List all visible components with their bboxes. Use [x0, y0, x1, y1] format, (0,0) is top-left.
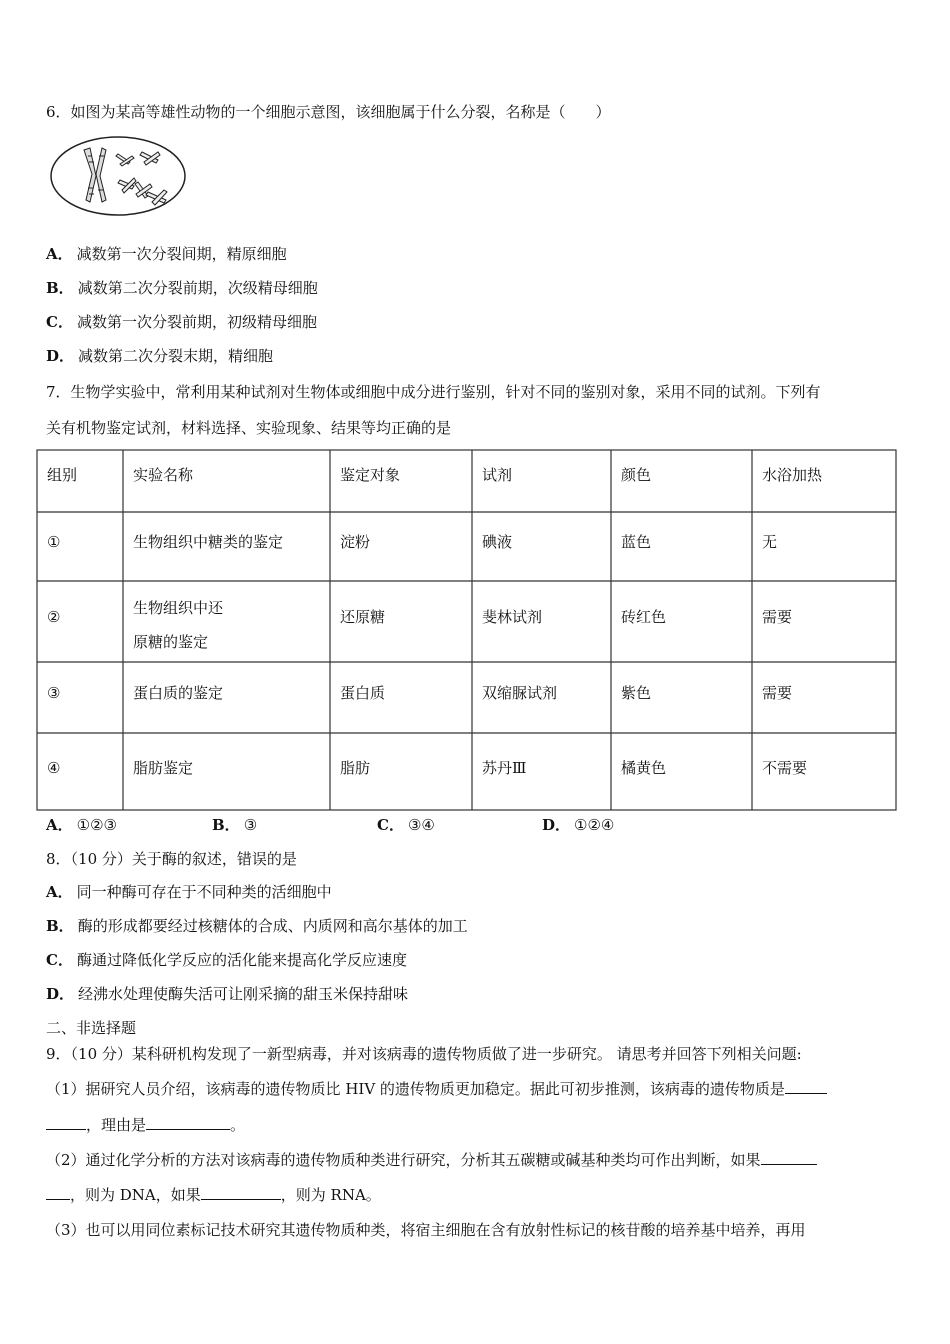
answer-blank[interactable]: [46, 1185, 70, 1200]
option-text: 同一种酶可存在于不同种类的活细胞中: [76, 883, 332, 901]
q8-option-c[interactable]: [46, 950, 407, 970]
q9-part2-rna: ，则为 RNA。: [280, 1186, 381, 1204]
table-cell: 脂肪: [340, 759, 371, 777]
table-header-group: 组别: [47, 466, 78, 484]
q8-option-a[interactable]: [46, 882, 332, 902]
table-cell: 淀粉: [340, 533, 371, 551]
q9-part1-reason: ，理由是: [86, 1116, 147, 1134]
option-text: 减数第一次分裂前期，初级精母细胞: [76, 313, 317, 331]
table-cell: 苏丹Ⅲ: [482, 759, 527, 777]
table-cell: 不需要: [762, 759, 808, 777]
q7-option-a[interactable]: [46, 815, 117, 835]
option-text: 酶通过降低化学反应的活化能来提高化学反应速度: [76, 951, 407, 969]
table-cell: 橘黄色: [621, 759, 667, 777]
table-cell: 还原糖: [340, 608, 386, 626]
option-label: A．: [46, 816, 73, 834]
table-cell: 生物组织中还 原糖的鉴定: [133, 599, 224, 651]
option-label: C．: [46, 951, 73, 969]
option-label: A．: [46, 245, 73, 263]
table-cell: 砖红色: [621, 608, 667, 626]
option-label: B．: [46, 279, 74, 297]
table-cell: 紫色: [621, 684, 652, 702]
q9-part3-line1: （3）也可以用同位素标记技术研究其遗传物质种类，将宿主细胞在含有放射性标记的核苷酸的培养基中培养，再用: [46, 1221, 806, 1239]
table-cell: ③: [47, 684, 61, 702]
q7-option-c[interactable]: [377, 815, 435, 835]
answer-blank[interactable]: [785, 1079, 827, 1094]
q6-option-a[interactable]: [46, 244, 287, 264]
q6-stem: 6．如图为某高等雄性动物的一个细胞示意图，该细胞属于什么分裂，名称是（ ）: [46, 103, 611, 121]
table-cell: 需要: [762, 684, 793, 702]
option-text: ③: [243, 816, 258, 834]
q7-stem-line2: 关有机物鉴定试剂，材料选择、实验现象、结果等均正确的是: [46, 419, 452, 437]
q6-option-c[interactable]: [46, 312, 317, 332]
option-label: D．: [542, 816, 571, 834]
q8-option-b[interactable]: [46, 916, 468, 936]
option-text: ③④: [407, 816, 435, 834]
table-cell: ④: [47, 759, 61, 777]
q8-option-d[interactable]: [46, 984, 408, 1004]
q9-part1-line2: [46, 1115, 245, 1135]
answer-blank[interactable]: [201, 1185, 281, 1200]
table-header-heating: 水浴加热: [762, 466, 823, 484]
cell-diagram-image: [48, 134, 188, 218]
option-label: B．: [212, 816, 240, 834]
option-label: C．: [46, 313, 73, 331]
option-label: C．: [377, 816, 404, 834]
option-label: D．: [46, 347, 75, 365]
option-text: 减数第二次分裂末期，精细胞: [78, 347, 274, 365]
q6-option-d[interactable]: [46, 346, 273, 366]
table-cell: 蓝色: [621, 533, 652, 551]
table-cell: 生物组织中糖类的鉴定: [133, 533, 284, 551]
table-header-target: 鉴定对象: [340, 466, 401, 484]
table-cell: 碘液: [482, 533, 513, 551]
table-cell: 蛋白质的鉴定: [133, 684, 224, 702]
table-cell: 无: [762, 533, 778, 551]
q6-option-b[interactable]: [46, 278, 318, 298]
answer-blank[interactable]: [761, 1150, 817, 1165]
option-text: 酶的形成都要经过核糖体的合成、内质网和高尔基体的加工: [77, 917, 468, 935]
table-cell: 蛋白质: [340, 684, 386, 702]
table-cell: 需要: [762, 608, 793, 626]
q9-part1-text: （1）据研究人员介绍，该病毒的遗传物质比 HIV 的遗传物质更加稳定。据此可初步推测，该病毒的遗传物质是: [46, 1080, 785, 1098]
q7-option-d[interactable]: [542, 815, 614, 835]
option-text: ①②③: [76, 816, 117, 834]
table-header-experiment: 实验名称: [133, 466, 194, 484]
option-label: D．: [46, 985, 75, 1003]
q9-part2-dna: ，则为 DNA，如果: [70, 1186, 201, 1204]
answer-blank[interactable]: [46, 1115, 86, 1130]
option-label: A．: [46, 883, 73, 901]
q9-part2-line1: [46, 1150, 817, 1170]
table-cell: 脂肪鉴定: [133, 759, 194, 777]
option-text: 减数第一次分裂间期，精原细胞: [76, 245, 287, 263]
option-text: 减数第二次分裂前期，次级精母细胞: [77, 279, 318, 297]
answer-blank[interactable]: [146, 1115, 230, 1130]
table-cell: 双缩脲试剂: [482, 684, 558, 702]
q9-part1-period: 。: [230, 1116, 246, 1134]
q7-option-b[interactable]: [212, 815, 257, 835]
table-cell: ②: [47, 608, 61, 626]
table-cell: ①: [47, 533, 61, 551]
table-cell: 斐林试剂: [482, 608, 543, 626]
table-header-reagent: 试剂: [482, 466, 513, 484]
q7-stem-line1: 7．生物学实验中，常利用某种试剂对生物体或细胞中成分进行鉴别，针对不同的鉴别对象，采用不同的试剂。下列有: [46, 383, 821, 401]
table-header-color: 颜色: [621, 466, 652, 484]
option-text: ①②④: [574, 816, 615, 834]
q9-part1-line1: [46, 1079, 827, 1099]
q8-stem: 8．（10 分）关于酶的叙述，错误的是: [46, 850, 297, 868]
section-title: 二、非选择题: [46, 1019, 137, 1037]
q9-stem: 9．（10 分）某科研机构发现了一新型病毒，并对该病毒的遗传物质做了进一步研究。 请思考并回答下列相关问题:: [46, 1045, 802, 1063]
q9-part2-text: （2）通过化学分析的方法对该病毒的遗传物质种类进行研究，分析其五碳糖或碱基种类均可作出判断，如果: [46, 1151, 761, 1169]
option-label: B．: [46, 917, 74, 935]
option-text: 经沸水处理使酶失活可让刚采摘的甜玉米保持甜味: [78, 985, 409, 1003]
q9-part2-line2: [46, 1185, 381, 1205]
